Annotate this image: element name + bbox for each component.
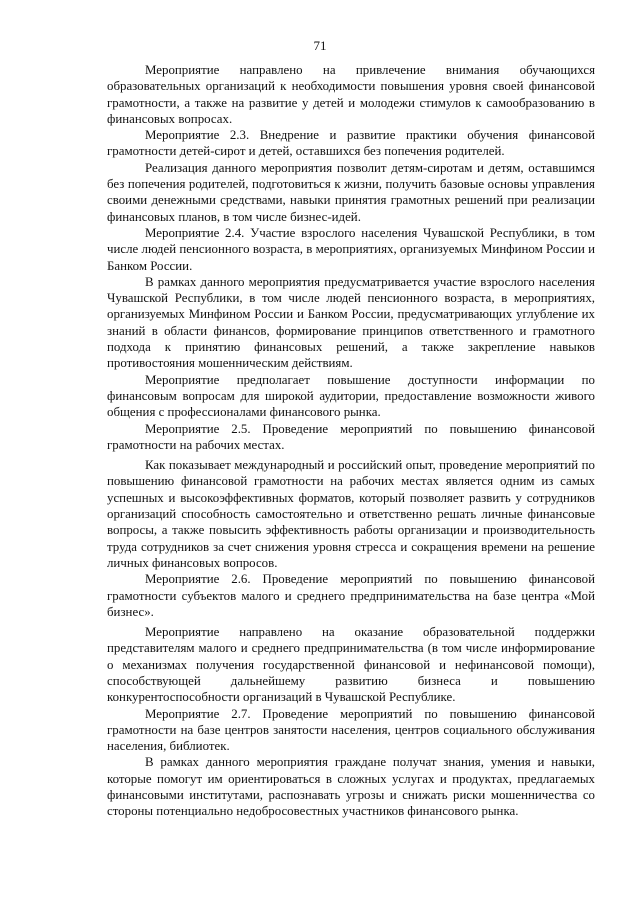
paragraph: Мероприятие направлено на привлечение внимания обучающихся образовательных организаций к необходимости повышения уровня своей финансовой грамотности, а также на развитие у детей и молодежи стимулов к самообразованию в финансовых вопросах. bbox=[107, 63, 595, 126]
paragraph: Реализация данного мероприятия позволит детям-сиротам и детям, оставшимся без попечения родителей, подготовиться к жизни, получить базовые основы управления своими денежными средствами, навыки принятия грамотных решений при реализации финансовых планов, в том числе бизнес-идей. bbox=[107, 160, 595, 224]
document-body bbox=[107, 62, 595, 820]
page-number: 71 bbox=[313, 38, 327, 53]
paragraph-measure-2-4: Мероприятие 2.4. Участие взрослого населения Чувашской Республики, в том числе людей пенсионного возраста, в мероприятиях, организуемых Минфином России и Банком России. bbox=[107, 225, 595, 273]
paragraph: Как показывает международный и российский опыт, проведение мероприятий по повышению финансовой грамотности на рабочих местах является одним из самых успешных и высокоэффективных форматов, который позволяет развить у сотрудников организаций способность самостоятельно и ответственно решать личные финансовые вопросы, а также повысить эффективность работы организации и производительность труда сотрудников за счет снижения уровня стресса и сокращения времени на решение личных финансовых вопросов. bbox=[107, 458, 595, 570]
paragraph-measure-2-6: Мероприятие 2.6. Проведение мероприятий по повышению финансовой грамотности субъектов малого и среднего предпринимательства на базе центра «Мой бизнес». bbox=[107, 572, 595, 619]
paragraph: Мероприятие направлено на оказание образовательной поддержки представителям малого и среднего предпринимательства (в том числе информирование о механизмах получения государственной финансовой и нефинансовой помощи), способствующей дальнейшему развитию бизнеса и повышению конкурентоспособности организаций в Чувашской Республике. bbox=[107, 625, 595, 705]
paragraph: В рамках данного мероприятия граждане получат знания, умения и навыки, которые помогут им ориентироваться в сложных услугах и продуктах, предлагаемых финансовыми институтами, распознавать угрозы и снижать риски мошенничества со стороны потенциально недобросовестных участников финансового рынка. bbox=[107, 755, 595, 819]
paragraph-measure-2-3: Мероприятие 2.3. Внедрение и развитие практики обучения финансовой грамотности детей-сирот и детей, оставшихся без попечения родителей. bbox=[107, 128, 595, 159]
paragraph: В рамках данного мероприятия предусматривается участие взрослого населения Чувашской Республики, в том числе людей пенсионного возраста, в мероприятиях, организуемых Минфином России и Банком России, предусматривающих углубление их знаний в области финансов, формирование принципов ответственного и грамотного подхода к принятию финансовых решений, а также закрепление навыков противостояния мошенническим действиям. bbox=[107, 274, 595, 371]
paragraph-measure-2-7: Мероприятие 2.7. Проведение мероприятий по повышению финансовой грамотности на базе центров занятости населения, центров социального обслуживания населения, библиотек. bbox=[107, 706, 595, 754]
paragraph: Мероприятие предполагает повышение доступности информации по финансовым вопросам для широкой аудитории, предоставление возможности живого общения с профессионалами финансового рынка. bbox=[107, 372, 595, 420]
paragraph-measure-2-5: Мероприятие 2.5. Проведение мероприятий по повышению финансовой грамотности на рабочих местах. bbox=[107, 421, 595, 452]
